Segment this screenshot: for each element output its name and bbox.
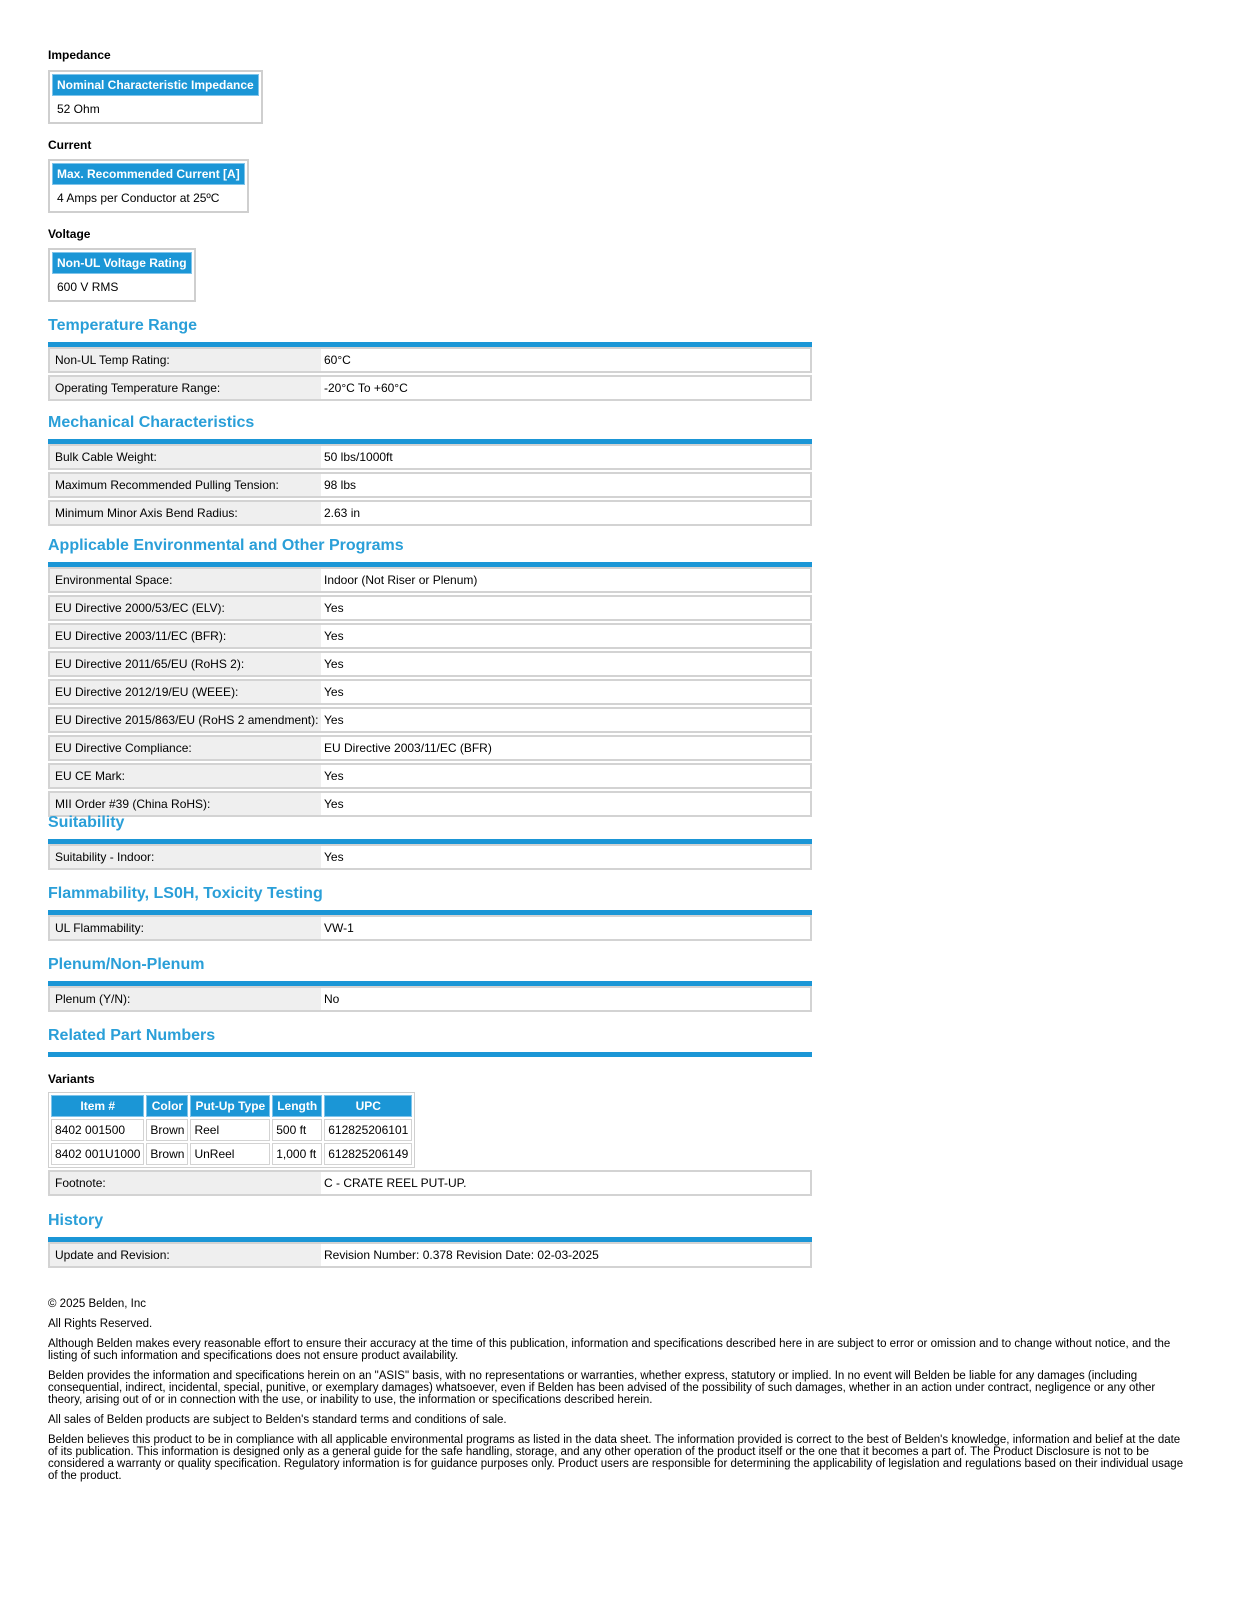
row-label: Footnote: — [50, 1172, 321, 1194]
current-column-header: Max. Recommended Current [A] — [52, 163, 245, 185]
row-label: Maximum Recommended Pulling Tension: — [50, 474, 321, 496]
history-table — [48, 1242, 812, 1270]
row-value: No — [324, 992, 340, 1006]
impedance-value: 52 Ohm — [52, 98, 259, 120]
table-row — [48, 595, 812, 621]
row-label: Bulk Cable Weight: — [50, 446, 321, 468]
plenum-table — [48, 986, 812, 1014]
table-row — [48, 1170, 812, 1196]
suitability-section-title: Suitability — [48, 814, 125, 831]
row-value: Revision Number: 0.378 Revision Date: 02-03-2025 — [324, 1248, 599, 1262]
disclaimer-paragraph: All sales of Belden products are subject to Belden's standard terms and conditions of sale. — [48, 1414, 507, 1426]
table-row — [48, 791, 812, 817]
row-label: Minimum Minor Axis Bend Radius: — [50, 502, 321, 524]
row-value: Indoor (Not Riser or Plenum) — [324, 573, 478, 587]
disclaimer-paragraph: Although Belden makes every reasonable effort to ensure their accuracy at the time of this publication, information and specifications described here in are subject to error or omission and to change without notice, and the listing of such information and specifications does not ensure product availability. — [48, 1338, 1171, 1362]
table-cell: 500 ft — [272, 1119, 322, 1141]
row-label: EU Directive 2012/19/EU (WEEE): — [50, 681, 321, 703]
row-label: EU Directive 2000/53/EC (ELV): — [50, 597, 321, 619]
plenum-section-title: Plenum/Non-Plenum — [48, 956, 205, 973]
row-value: Yes — [324, 797, 344, 811]
table-cell: Reel — [190, 1119, 270, 1141]
related-section-title: Related Part Numbers — [48, 1027, 216, 1044]
table-cell: UnReel — [190, 1143, 270, 1165]
table-cell: 8402 001U1000 — [51, 1143, 144, 1165]
footnote-table — [48, 1170, 812, 1198]
current-table — [48, 159, 249, 213]
mechanical-table — [48, 444, 812, 528]
table-cell: 612825206101 — [324, 1119, 412, 1141]
table-row — [48, 444, 812, 470]
table-row — [48, 915, 812, 941]
table-row — [48, 567, 812, 593]
table-cell: Brown — [146, 1143, 188, 1165]
row-value: 98 lbs — [324, 478, 357, 492]
flammability-table — [48, 915, 812, 943]
current-heading: Current — [48, 138, 92, 152]
disclaimer-paragraph: Belden provides the information and specifications herein on an "ASIS" basis, with no representations or warranties, whether express, statutory or implied. In no event will Belden be liable for any damages (including consequential, indirect, incidental, special, punitive, or exemplary damages) whatsoever, even if Belden has been advised of the possibility of such damages, whether in an action under contract, negligence or any other theory, arising out of or in connection with the use, or inability to use, the information or specifications described herein. — [48, 1370, 1156, 1406]
flammability-section-title: Flammability, LS0H, Toxicity Testing — [48, 885, 323, 902]
table-cell: 612825206149 — [324, 1143, 412, 1165]
table-row — [48, 347, 812, 373]
row-label: Plenum (Y/N): — [50, 988, 321, 1010]
table-row — [48, 844, 812, 870]
table-row — [48, 651, 812, 677]
table-cell: Brown — [146, 1119, 188, 1141]
impedance-heading: Impedance — [48, 48, 111, 62]
table-row — [48, 763, 812, 789]
row-label: Update and Revision: — [50, 1244, 321, 1266]
table-row — [48, 500, 812, 526]
impedance-table — [48, 70, 263, 124]
rights-text: All Rights Reserved. — [48, 1318, 153, 1330]
table-row — [48, 375, 812, 401]
environmental-section-title: Applicable Environmental and Other Programs — [48, 537, 404, 554]
copyright-text: © 2025 Belden, Inc — [48, 1298, 146, 1310]
row-value: 2.63 in — [324, 506, 361, 520]
column-header: Length — [272, 1095, 322, 1117]
variants-table — [48, 1092, 415, 1168]
row-value: 60°C — [324, 353, 351, 367]
row-value: Yes — [324, 657, 344, 671]
row-label: UL Flammability: — [50, 917, 321, 939]
row-label: MII Order #39 (China RoHS): — [50, 793, 321, 815]
table-row — [51, 1119, 412, 1141]
table-row — [48, 679, 812, 705]
column-header: Put-Up Type — [190, 1095, 270, 1117]
voltage-column-header: Non-UL Voltage Rating — [52, 252, 192, 274]
variants-heading: Variants — [48, 1072, 95, 1086]
current-value: 4 Amps per Conductor at 25ºC — [52, 187, 245, 209]
row-value: Yes — [324, 769, 344, 783]
row-value: 50 lbs/1000ft — [324, 450, 393, 464]
section-divider — [48, 1052, 812, 1057]
row-label: EU Directive 2011/65/EU (RoHS 2): — [50, 653, 321, 675]
row-value: Yes — [324, 850, 344, 864]
table-row — [48, 623, 812, 649]
row-value: -20°C To +60°C — [324, 381, 408, 395]
history-section-title: History — [48, 1212, 104, 1229]
table-row — [51, 1143, 412, 1165]
row-label: Operating Temperature Range: — [50, 377, 321, 399]
table-cell: 8402 001500 — [51, 1119, 144, 1141]
row-value: C - CRATE REEL PUT-UP. — [324, 1176, 467, 1190]
table-row — [48, 735, 812, 761]
table-row — [48, 1242, 812, 1268]
column-header: Item # — [51, 1095, 144, 1117]
column-header: Color — [146, 1095, 188, 1117]
row-label: Environmental Space: — [50, 569, 321, 591]
voltage-table — [48, 248, 196, 302]
row-value: Yes — [324, 629, 344, 643]
table-cell: 1,000 ft — [272, 1143, 322, 1165]
mechanical-section-title: Mechanical Characteristics — [48, 414, 255, 431]
temperature-section-title: Temperature Range — [48, 317, 198, 334]
table-row — [48, 986, 812, 1012]
impedance-column-header: Nominal Characteristic Impedance — [52, 74, 259, 96]
row-label: Non-UL Temp Rating: — [50, 349, 321, 371]
environmental-table — [48, 567, 812, 819]
row-label: EU CE Mark: — [50, 765, 321, 787]
row-value: Yes — [324, 685, 344, 699]
disclaimer-paragraph: Belden believes this product to be in compliance with all applicable environmental programs as listed in the data sheet. The information provided is correct to the best of Belden's knowledge, information and belief at the date of its publication. This information is designed only as a general guide for the safe handling, storage, and any other operation of the product itself or the one that it becomes a part of. The Product Disclosure is not to be considered a warranty or quality specification. Regulatory information is for guidance purposes only. Product users are responsible for determining the applicability of legislation and regulations based on their individual usage of the product. — [48, 1434, 1184, 1482]
suitability-table — [48, 844, 812, 872]
voltage-value: 600 V RMS — [52, 276, 192, 298]
row-value: Yes — [324, 713, 344, 727]
row-label: EU Directive 2015/863/EU (RoHS 2 amendment): — [50, 709, 321, 731]
temperature-table — [48, 347, 812, 403]
row-label: EU Directive Compliance: — [50, 737, 321, 759]
row-value: EU Directive 2003/11/EC (BFR) — [324, 741, 492, 755]
table-row — [48, 472, 812, 498]
column-header: UPC — [324, 1095, 412, 1117]
table-header-row — [51, 1095, 412, 1117]
legal-footer — [48, 1298, 1188, 1482]
row-value: Yes — [324, 601, 344, 615]
row-value: VW-1 — [324, 921, 354, 935]
row-label: Suitability - Indoor: — [50, 846, 321, 868]
table-row — [48, 707, 812, 733]
voltage-heading: Voltage — [48, 227, 91, 241]
row-label: EU Directive 2003/11/EC (BFR): — [50, 625, 321, 647]
